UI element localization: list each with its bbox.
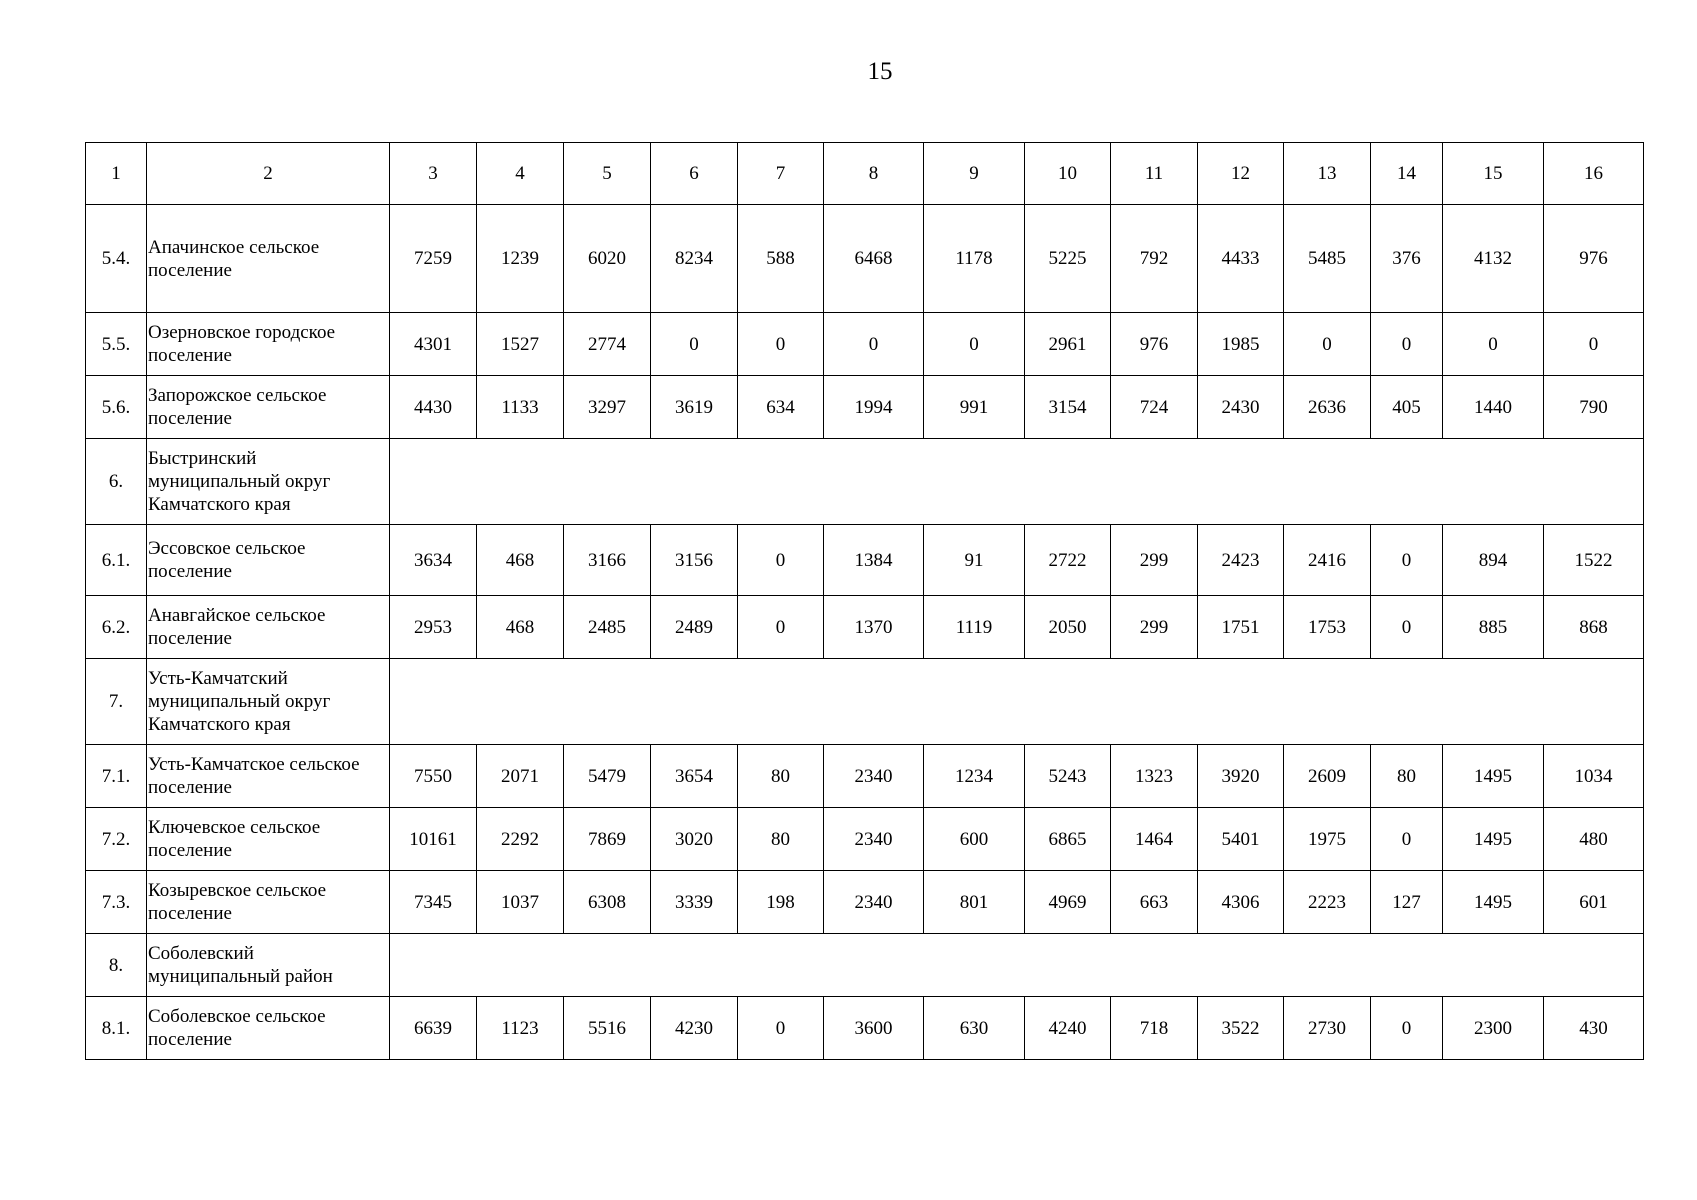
value-cell: 0	[1371, 997, 1443, 1060]
value-cell: 2416	[1284, 525, 1371, 596]
value-cell: 299	[1111, 596, 1198, 659]
value-cell: 1323	[1111, 745, 1198, 808]
value-cell: 0	[1284, 313, 1371, 376]
value-cell: 3522	[1198, 997, 1284, 1060]
value-cell: 127	[1371, 871, 1443, 934]
value-cell: 1440	[1443, 376, 1544, 439]
empty-span-cell	[390, 659, 1644, 745]
row-number: 7.1.	[86, 745, 147, 808]
value-cell: 600	[924, 808, 1025, 871]
value-cell: 4240	[1025, 997, 1111, 1060]
value-cell: 2489	[651, 596, 738, 659]
value-cell: 1234	[924, 745, 1025, 808]
row-name: Соболевский муниципальный район	[147, 934, 390, 997]
value-cell: 718	[1111, 997, 1198, 1060]
value-cell: 1994	[824, 376, 924, 439]
value-cell: 4301	[390, 313, 477, 376]
column-header: 3	[390, 143, 477, 205]
column-header: 14	[1371, 143, 1443, 205]
value-cell: 0	[1371, 525, 1443, 596]
value-cell: 5485	[1284, 205, 1371, 313]
value-cell: 0	[1544, 313, 1644, 376]
value-cell: 1975	[1284, 808, 1371, 871]
value-cell: 1495	[1443, 871, 1544, 934]
row-number: 6.2.	[86, 596, 147, 659]
value-cell: 1753	[1284, 596, 1371, 659]
value-cell: 80	[738, 745, 824, 808]
table-row	[86, 376, 1644, 439]
row-number: 6.	[86, 439, 147, 525]
value-cell: 3654	[651, 745, 738, 808]
column-header: 6	[651, 143, 738, 205]
value-cell: 663	[1111, 871, 1198, 934]
column-header: 11	[1111, 143, 1198, 205]
value-cell: 2485	[564, 596, 651, 659]
value-cell: 792	[1111, 205, 1198, 313]
value-cell: 3619	[651, 376, 738, 439]
value-cell: 724	[1111, 376, 1198, 439]
value-cell: 2050	[1025, 596, 1111, 659]
value-cell: 1495	[1443, 745, 1544, 808]
table-row	[86, 525, 1644, 596]
row-name: Эссовское сельское поселение	[147, 525, 390, 596]
value-cell: 2223	[1284, 871, 1371, 934]
value-cell: 1985	[1198, 313, 1284, 376]
column-header: 8	[824, 143, 924, 205]
value-cell: 299	[1111, 525, 1198, 596]
page-number: 15	[867, 58, 893, 85]
value-cell: 1370	[824, 596, 924, 659]
value-cell: 3156	[651, 525, 738, 596]
value-cell: 1751	[1198, 596, 1284, 659]
value-cell: 1119	[924, 596, 1025, 659]
value-cell: 480	[1544, 808, 1644, 871]
value-cell: 1037	[477, 871, 564, 934]
row-name: Козыревское сельское поселение	[147, 871, 390, 934]
value-cell: 1495	[1443, 808, 1544, 871]
value-cell: 4132	[1443, 205, 1544, 313]
value-cell: 0	[651, 313, 738, 376]
value-cell: 976	[1111, 313, 1198, 376]
value-cell: 6468	[824, 205, 924, 313]
value-cell: 468	[477, 525, 564, 596]
value-cell: 2340	[824, 871, 924, 934]
value-cell: 4306	[1198, 871, 1284, 934]
row-name: Анавгайское сельское поселение	[147, 596, 390, 659]
value-cell: 3920	[1198, 745, 1284, 808]
value-cell: 630	[924, 997, 1025, 1060]
value-cell: 6308	[564, 871, 651, 934]
value-cell: 2300	[1443, 997, 1544, 1060]
value-cell: 1133	[477, 376, 564, 439]
value-cell: 1239	[477, 205, 564, 313]
column-header: 1	[86, 143, 147, 205]
value-cell: 4430	[390, 376, 477, 439]
row-number: 6.1.	[86, 525, 147, 596]
value-cell: 0	[738, 525, 824, 596]
row-number: 7.2.	[86, 808, 147, 871]
table-row	[86, 659, 1644, 745]
value-cell: 3154	[1025, 376, 1111, 439]
value-cell: 4230	[651, 997, 738, 1060]
value-cell: 7869	[564, 808, 651, 871]
column-header: 10	[1025, 143, 1111, 205]
value-cell: 5243	[1025, 745, 1111, 808]
value-cell: 601	[1544, 871, 1644, 934]
value-cell: 5479	[564, 745, 651, 808]
row-number: 7.3.	[86, 871, 147, 934]
row-number: 5.6.	[86, 376, 147, 439]
empty-span-cell	[390, 934, 1644, 997]
value-cell: 2340	[824, 745, 924, 808]
value-cell: 1384	[824, 525, 924, 596]
value-cell: 991	[924, 376, 1025, 439]
row-number: 8.1.	[86, 997, 147, 1060]
table-row	[86, 439, 1644, 525]
value-cell: 3634	[390, 525, 477, 596]
value-cell: 2609	[1284, 745, 1371, 808]
value-cell: 0	[1443, 313, 1544, 376]
value-cell: 80	[738, 808, 824, 871]
value-cell: 868	[1544, 596, 1644, 659]
column-header: 2	[147, 143, 390, 205]
value-cell: 5225	[1025, 205, 1111, 313]
value-cell: 2636	[1284, 376, 1371, 439]
value-cell: 790	[1544, 376, 1644, 439]
value-cell: 3020	[651, 808, 738, 871]
column-header: 9	[924, 143, 1025, 205]
value-cell: 0	[738, 313, 824, 376]
value-cell: 198	[738, 871, 824, 934]
value-cell: 80	[1371, 745, 1443, 808]
value-cell: 2961	[1025, 313, 1111, 376]
value-cell: 0	[1371, 313, 1443, 376]
value-cell: 3166	[564, 525, 651, 596]
value-cell: 2292	[477, 808, 564, 871]
value-cell: 885	[1443, 596, 1544, 659]
row-number: 7.	[86, 659, 147, 745]
column-header: 7	[738, 143, 824, 205]
value-cell: 7259	[390, 205, 477, 313]
table-row	[86, 934, 1644, 997]
value-cell: 2071	[477, 745, 564, 808]
value-cell: 0	[738, 997, 824, 1060]
row-name: Усть-Камчатское сельское поселение	[147, 745, 390, 808]
value-cell: 588	[738, 205, 824, 313]
value-cell: 430	[1544, 997, 1644, 1060]
table-row	[86, 745, 1644, 808]
value-cell: 3339	[651, 871, 738, 934]
row-name: Быстринский муниципальный округ Камчатского края	[147, 439, 390, 525]
value-cell: 5401	[1198, 808, 1284, 871]
value-cell: 4969	[1025, 871, 1111, 934]
data-table	[85, 142, 1644, 1060]
column-header: 12	[1198, 143, 1284, 205]
value-cell: 0	[924, 313, 1025, 376]
value-cell: 5516	[564, 997, 651, 1060]
column-header: 5	[564, 143, 651, 205]
row-name: Усть-Камчатский муниципальный округ Камчатского края	[147, 659, 390, 745]
row-number: 5.5.	[86, 313, 147, 376]
value-cell: 0	[738, 596, 824, 659]
value-cell: 2774	[564, 313, 651, 376]
value-cell: 2423	[1198, 525, 1284, 596]
value-cell: 6639	[390, 997, 477, 1060]
column-header: 4	[477, 143, 564, 205]
value-cell: 2430	[1198, 376, 1284, 439]
value-cell: 2730	[1284, 997, 1371, 1060]
value-cell: 405	[1371, 376, 1443, 439]
row-name: Ключевское сельское поселение	[147, 808, 390, 871]
value-cell: 10161	[390, 808, 477, 871]
table-row	[86, 997, 1644, 1060]
value-cell: 1178	[924, 205, 1025, 313]
value-cell: 468	[477, 596, 564, 659]
row-number: 5.4.	[86, 205, 147, 313]
column-header: 13	[1284, 143, 1371, 205]
value-cell: 376	[1371, 205, 1443, 313]
value-cell: 1527	[477, 313, 564, 376]
value-cell: 3297	[564, 376, 651, 439]
header-row	[86, 143, 1644, 205]
value-cell: 634	[738, 376, 824, 439]
value-cell: 3600	[824, 997, 924, 1060]
row-name: Озерновское городское поселение	[147, 313, 390, 376]
value-cell: 4433	[1198, 205, 1284, 313]
value-cell: 1522	[1544, 525, 1644, 596]
value-cell: 7550	[390, 745, 477, 808]
value-cell: 8234	[651, 205, 738, 313]
row-name: Апачинское сельское поселение	[147, 205, 390, 313]
row-number: 8.	[86, 934, 147, 997]
value-cell: 91	[924, 525, 1025, 596]
value-cell: 0	[1371, 596, 1443, 659]
value-cell: 6865	[1025, 808, 1111, 871]
value-cell: 7345	[390, 871, 477, 934]
column-header: 16	[1544, 143, 1644, 205]
row-name: Соболевское сельское поселение	[147, 997, 390, 1060]
table-body	[86, 143, 1644, 1060]
value-cell: 2722	[1025, 525, 1111, 596]
value-cell: 1464	[1111, 808, 1198, 871]
empty-span-cell	[390, 439, 1644, 525]
table-row	[86, 205, 1644, 313]
value-cell: 894	[1443, 525, 1544, 596]
row-name: Запорожское сельское поселение	[147, 376, 390, 439]
value-cell: 976	[1544, 205, 1644, 313]
table-row	[86, 808, 1644, 871]
value-cell: 801	[924, 871, 1025, 934]
table-row	[86, 871, 1644, 934]
value-cell: 1123	[477, 997, 564, 1060]
value-cell: 2340	[824, 808, 924, 871]
value-cell: 0	[824, 313, 924, 376]
value-cell: 1034	[1544, 745, 1644, 808]
value-cell: 6020	[564, 205, 651, 313]
value-cell: 2953	[390, 596, 477, 659]
table-row	[86, 313, 1644, 376]
value-cell: 0	[1371, 808, 1443, 871]
table-row	[86, 596, 1644, 659]
column-header: 15	[1443, 143, 1544, 205]
